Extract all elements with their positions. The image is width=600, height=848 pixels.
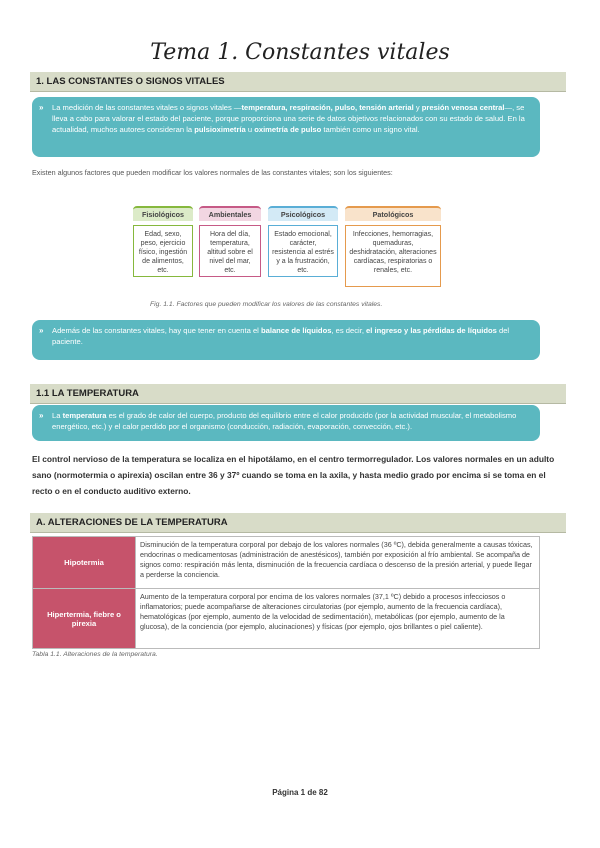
callout-temperatura: » La temperatura es el grado de calor del cuerpo, producto del equilibrio entre el calor producido (por la actividad muscular, el metabolismo energético, etc.) y el calor perdido por el organismo (conducción, radiación, evaporación, convección, etc.). xyxy=(32,405,540,441)
section-heading-alteraciones: A. ALTERACIONES DE LA TEMPERATURA xyxy=(30,513,566,533)
factor-text: Edad, sexo, peso, ejercicio físico, ingestión de alimentos, etc. xyxy=(133,225,193,277)
table-row xyxy=(33,589,540,649)
factor-box xyxy=(268,206,338,277)
factor-text: Infecciones, hemorragias, quemaduras, deshidratación, alteraciones cardíacas, respiratorias o renales, etc. xyxy=(345,225,441,287)
factor-text: Hora del día, temperatura, altitud sobre el nivel del mar, etc. xyxy=(199,225,261,277)
factor-title: Psicológicos xyxy=(268,206,338,221)
alteraciones-table xyxy=(32,536,540,649)
factor-box xyxy=(199,206,261,277)
factor-title: Fisiológicos xyxy=(133,206,193,221)
factor-text: Estado emocional, carácter, resistencia al estrés y a la frustración, etc. xyxy=(268,225,338,277)
factor-box xyxy=(133,206,193,277)
callout-constantes: » La medición de las constantes vitales o signos vitales —temperatura, respiración, pulso, tensión arterial y presión venosa central—, se lleva a cabo para valorar el estado del paciente, porque proporciona una serie de datos objetivos relacionados con su estado de salud. En la actualidad, muchos autores consideran la pulsioximetría u oximetría de pulso también como un signo vital. xyxy=(32,97,540,157)
double-chevron-icon: » xyxy=(39,411,44,420)
table-row-label: Hipotermia xyxy=(33,537,136,589)
callout-balance-liquidos: » Además de las constantes vitales, hay que tener en cuenta el balance de líquidos, es decir, el ingreso y las pérdidas de líquidos del paciente. xyxy=(32,320,540,360)
table-row xyxy=(33,537,540,589)
section-heading-temperatura: 1.1 LA TEMPERATURA xyxy=(30,384,566,404)
page-title: Tema 1. Constantes vitales xyxy=(150,40,450,65)
figure-caption: Fig. 1.1. Factores que pueden modificar los valores de las constantes vitales. xyxy=(150,301,383,308)
table-caption: Tabla 1.1. Alteraciones de la temperatura. xyxy=(32,651,158,658)
section-heading-constantes: 1. LAS CONSTANTES O SIGNOS VITALES xyxy=(30,72,566,92)
temperatura-paragraph: El control nervioso de la temperatura se localiza en el hipotálamo, en el centro termorregulador. Los valores normales en un adulto sano (normotermia o apirexia) oscilan entre 36 y 37º cuando se toma en la axila, y hasta medio grado por encima si se toma en el recto o en el conducto auditivo externo. xyxy=(32,454,555,496)
double-chevron-icon: » xyxy=(39,326,44,335)
table-row-text: Aumento de la temperatura corporal por encima de los valores normales (37,1 ºC) debido a procesos infecciosos o inflamatorios; puede acompañarse de alteraciones circulatorias (por ejemplo, aumento de la frecuencia cardíaca), hematológicas (por ejemplo, aumento de la velocidad de sedimentación), metabólicas (por ejemplo, aumento de la glucosa), de la conciencia (por ejemplo, alucinaciones) y físicas (por ejemplo, ojos brillantes o piel caliente). xyxy=(136,589,540,649)
table-row-label: Hipertermia, fiebre o pirexia xyxy=(33,589,136,649)
double-chevron-icon: » xyxy=(39,103,44,112)
page-footer: Página 1 de 82 xyxy=(272,788,328,797)
factor-title: Ambientales xyxy=(199,206,261,221)
factor-box xyxy=(345,206,441,287)
table-row-text: Disminución de la temperatura corporal por debajo de los valores normales (36 ºC), debida generalmente a causas tóxicas, endocrinas o medicamentosas (administración de anestésicos), también por exposición al frío ambiental. Se acompaña de signos como: respiración más lenta, disminución de la frecuencia cardíaca o descenso de la presión arterial, y puede llegar a perderse la conciencia. xyxy=(136,537,540,589)
intro-text: Existen algunos factores que pueden modificar los valores normales de las constantes vitales; son los siguientes: xyxy=(32,168,393,177)
factor-title: Patológicos xyxy=(345,206,441,221)
